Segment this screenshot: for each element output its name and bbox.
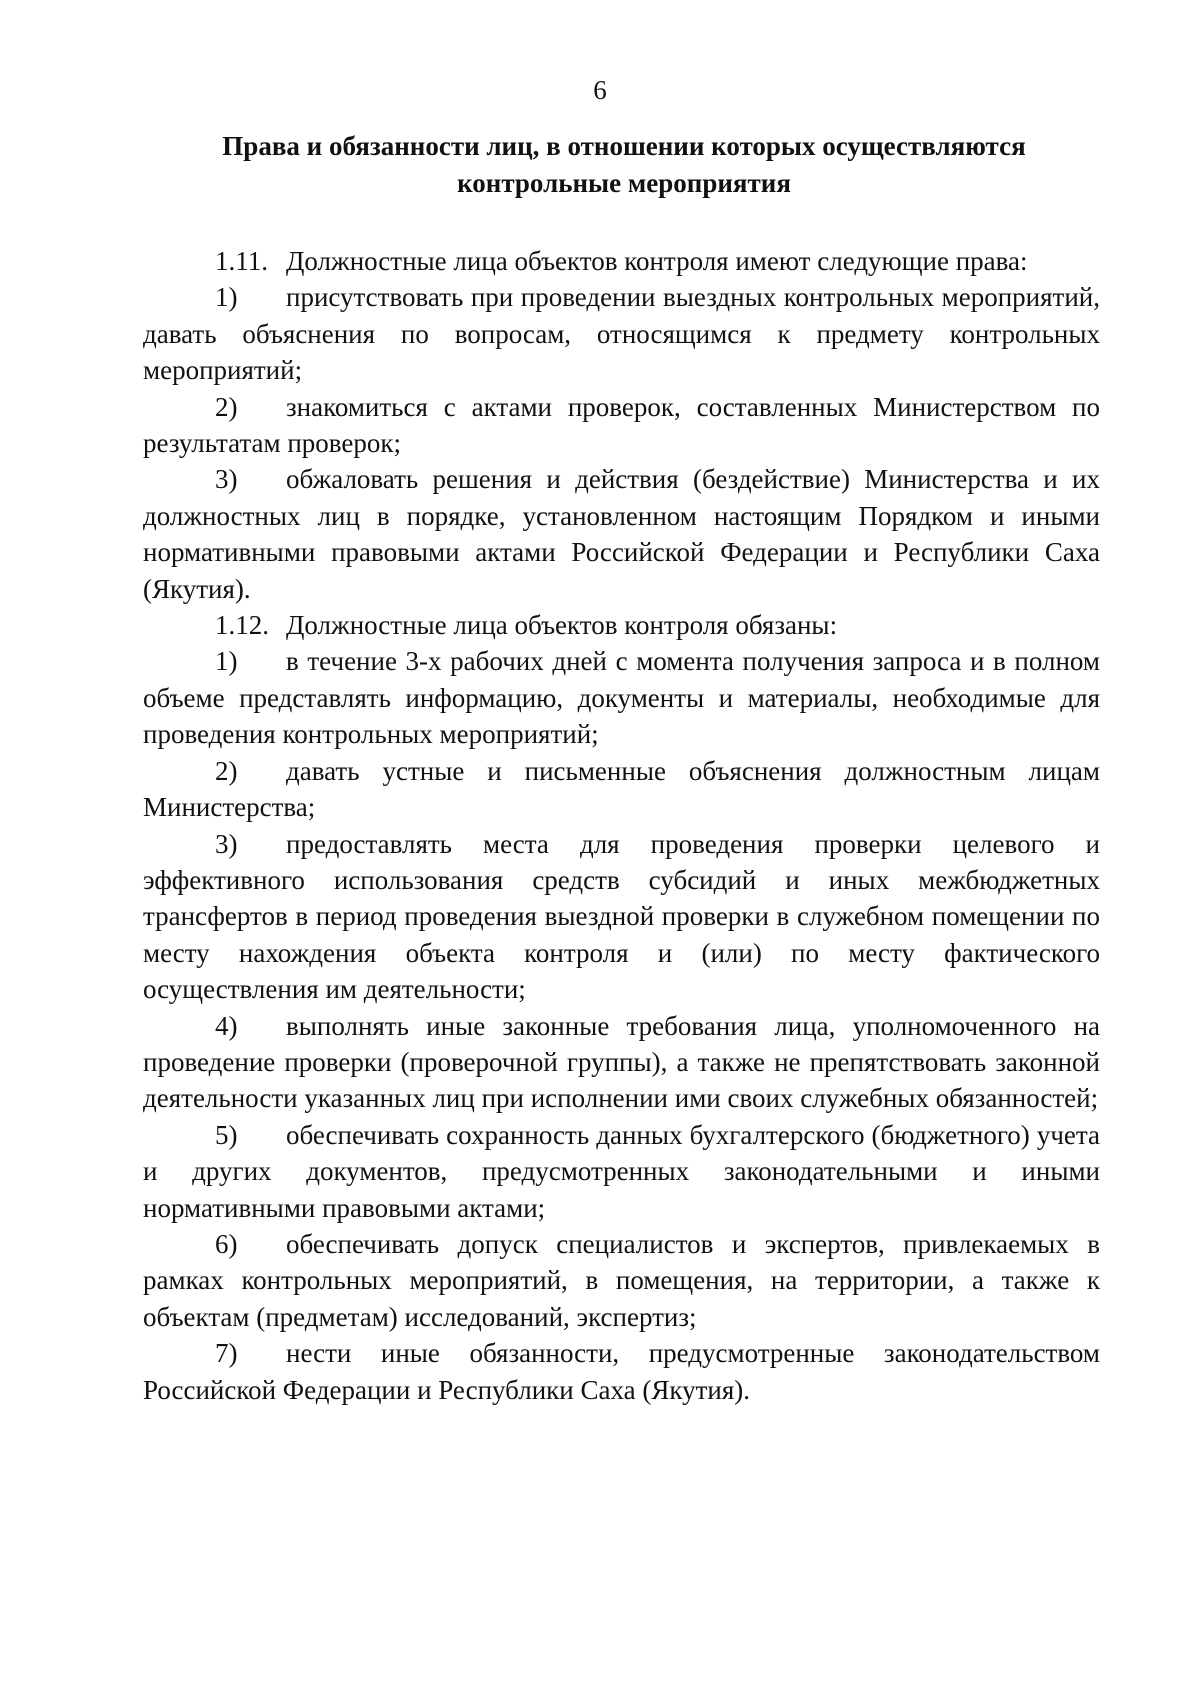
duty-item-6 [143, 1226, 1100, 1335]
duty-item-1 [143, 643, 1100, 752]
paragraph-1-11 [143, 243, 1100, 279]
item-text: выполнять иные законные требования лица, уполномоченного на проведение проверки (проверочной группы), а также не препятствовать законной деятельности указанных лиц при исполнении ими своих служебных обязанностей; [143, 1010, 1100, 1114]
item-number: 1) [215, 646, 238, 677]
item-text: присутствовать при проведении выездных контрольных мероприятий, давать объяснения по вопросам, относящимся к предмету контрольных мероприятий; [143, 282, 1100, 386]
item-text: в течение 3-х рабочих дней с момента получения запроса и в полном объеме представлять информацию, документы и материалы, необходимые для проведения контрольных мероприятий; [143, 646, 1100, 750]
item-number: 6) [215, 1228, 238, 1259]
item-number: 3) [215, 828, 238, 859]
right-item-1 [143, 279, 1100, 388]
document-body [143, 243, 1100, 1408]
section-title-line-2: контрольные мероприятия [457, 168, 791, 198]
duty-item-5 [143, 1117, 1100, 1226]
right-item-3 [143, 461, 1100, 607]
item-text: давать устные и письменные объяснения должностным лицам Министерства; [143, 755, 1100, 823]
item-number: 7) [215, 1338, 238, 1369]
section-title [150, 128, 1098, 202]
item-number: 4) [215, 1010, 238, 1041]
duty-item-4 [143, 1008, 1100, 1117]
duty-item-2 [143, 753, 1100, 826]
duty-item-3 [143, 826, 1100, 1008]
paragraph-1-12 [143, 607, 1100, 643]
item-text: знакомиться с актами проверок, составленных Министерством по результатам проверок; [143, 391, 1100, 459]
page-number: 6 [593, 75, 607, 105]
paragraph-number: 1.12. [215, 610, 269, 641]
item-number: 1) [215, 282, 238, 313]
item-text: обеспечивать сохранность данных бухгалтерского (бюджетного) учета и других документов, предусмотренных законодательными и иными нормативными правовыми актами; [143, 1119, 1100, 1223]
item-text: обжаловать решения и действия (бездействие) Министерства и их должностных лиц в порядке, установленном настоящим Порядком и иными нормативными правовыми актами Российской Федерации и Республики Саха (Якутия). [143, 464, 1100, 604]
duty-item-7 [143, 1335, 1100, 1408]
paragraph-number: 1.11. [215, 246, 268, 276]
item-number: 3) [215, 464, 238, 495]
paragraph-text: Должностные лица объектов контроля имеют следующие права: [286, 246, 1028, 276]
item-number: 5) [215, 1119, 238, 1150]
item-number: 2) [215, 755, 238, 786]
paragraph-text: Должностные лица объектов контроля обязаны: [286, 610, 838, 641]
section-title-line-1: Права и обязанности лиц, в отношении которых осуществляются [222, 131, 1026, 161]
item-text: обеспечивать допуск специалистов и экспертов, привлекаемых в рамках контрольных мероприятий, в помещения, на территории, а также к объектам (предметам) исследований, экспертиз; [143, 1228, 1100, 1332]
item-number: 2) [215, 391, 238, 422]
item-text: предоставлять места для проведения проверки целевого и эффективного использования средств субсидий и иных межбюджетных трансфертов в период проведения выездной проверки в служебном помещении по месту нахождения объекта контроля и (или) по месту фактического осуществления им деятельности; [143, 828, 1100, 1005]
item-text: нести иные обязанности, предусмотренные законодательством Российской Федерации и Республики Саха (Якутия). [143, 1338, 1100, 1405]
right-item-2 [143, 389, 1100, 462]
